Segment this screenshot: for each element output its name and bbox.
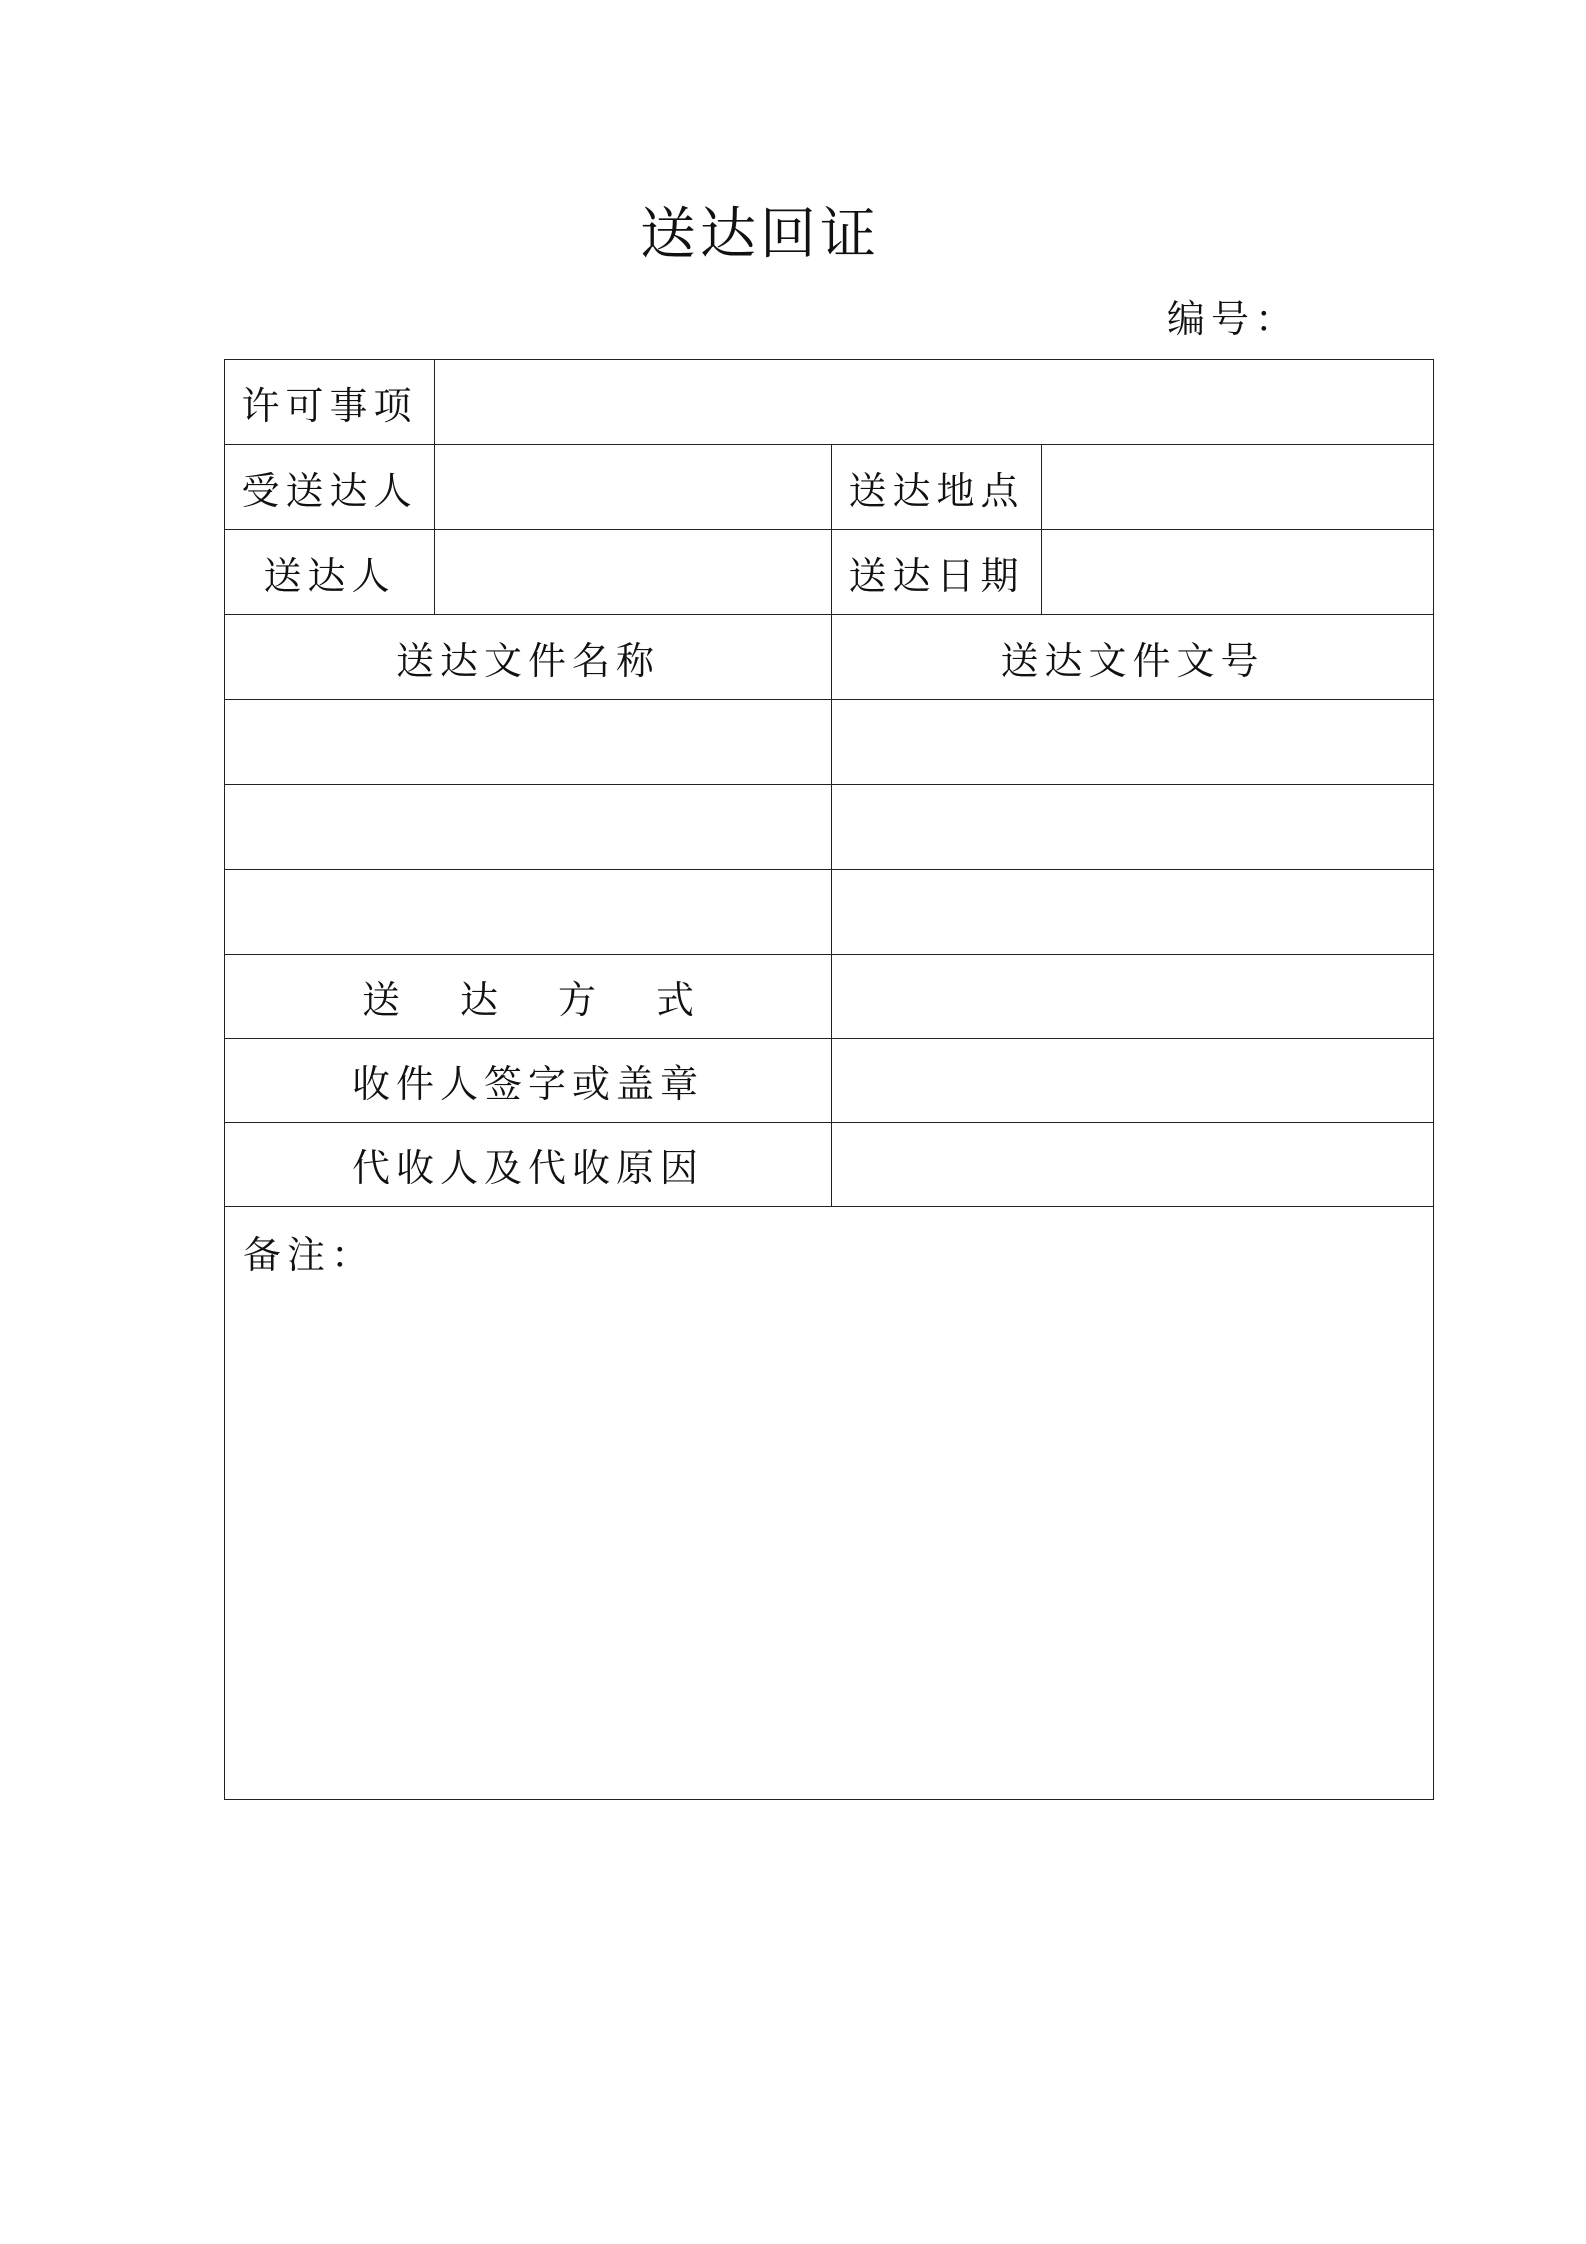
- delivery-date-label: 送达日期: [832, 530, 1042, 614]
- row-signature: [225, 1039, 1433, 1123]
- document-name-header: 送达文件名称: [225, 615, 832, 699]
- proxy-label: 代收人及代收原因: [225, 1123, 832, 1206]
- document-name-field[interactable]: [225, 700, 832, 784]
- proxy-field[interactable]: [832, 1123, 1433, 1206]
- delivery-method-field[interactable]: [832, 955, 1433, 1038]
- row-proxy: [225, 1123, 1433, 1207]
- document-number-field[interactable]: [832, 785, 1433, 869]
- document-row: [225, 785, 1433, 870]
- delivery-place-label: 送达地点: [832, 445, 1042, 529]
- row-license-item: [225, 360, 1433, 445]
- delivery-method-char: 达: [459, 978, 498, 1022]
- document-number-field[interactable]: [832, 870, 1433, 954]
- document-title: 送达回证: [640, 202, 880, 267]
- signature-label: 收件人签字或盖章: [225, 1039, 832, 1122]
- row-deliverer: [225, 530, 1433, 615]
- delivery-method-char: 送: [361, 978, 400, 1022]
- delivery-date-field[interactable]: [1042, 530, 1433, 614]
- recipient-field[interactable]: [435, 445, 832, 529]
- delivery-method-char: 式: [656, 978, 695, 1022]
- document-number-label: 编号：: [1167, 297, 1300, 341]
- deliverer-field[interactable]: [435, 530, 832, 614]
- delivery-method-label: [225, 955, 832, 1038]
- document-name-field[interactable]: [225, 785, 832, 869]
- license-item-field[interactable]: [435, 360, 1433, 444]
- delivery-place-field[interactable]: [1042, 445, 1433, 529]
- remarks-label: 备注：: [243, 1233, 376, 1277]
- delivery-receipt-form: [224, 359, 1434, 1800]
- signature-field[interactable]: [832, 1039, 1433, 1122]
- row-delivery-method: [225, 955, 1433, 1039]
- document-number-header: 送达文件文号: [1000, 638, 1265, 683]
- deliverer-label: 送达人: [225, 530, 435, 614]
- document-number-field[interactable]: [832, 700, 1433, 784]
- license-item-label: 许可事项: [225, 360, 435, 444]
- document-row: [225, 700, 1433, 785]
- document-name-field[interactable]: [225, 870, 832, 954]
- recipient-label: 受送达人: [225, 445, 435, 529]
- delivery-method-char: 方: [558, 978, 597, 1022]
- row-document-headers: [225, 615, 1433, 700]
- row-recipient: [225, 445, 1433, 530]
- remarks-area[interactable]: [225, 1206, 1433, 1799]
- document-row: [225, 870, 1433, 955]
